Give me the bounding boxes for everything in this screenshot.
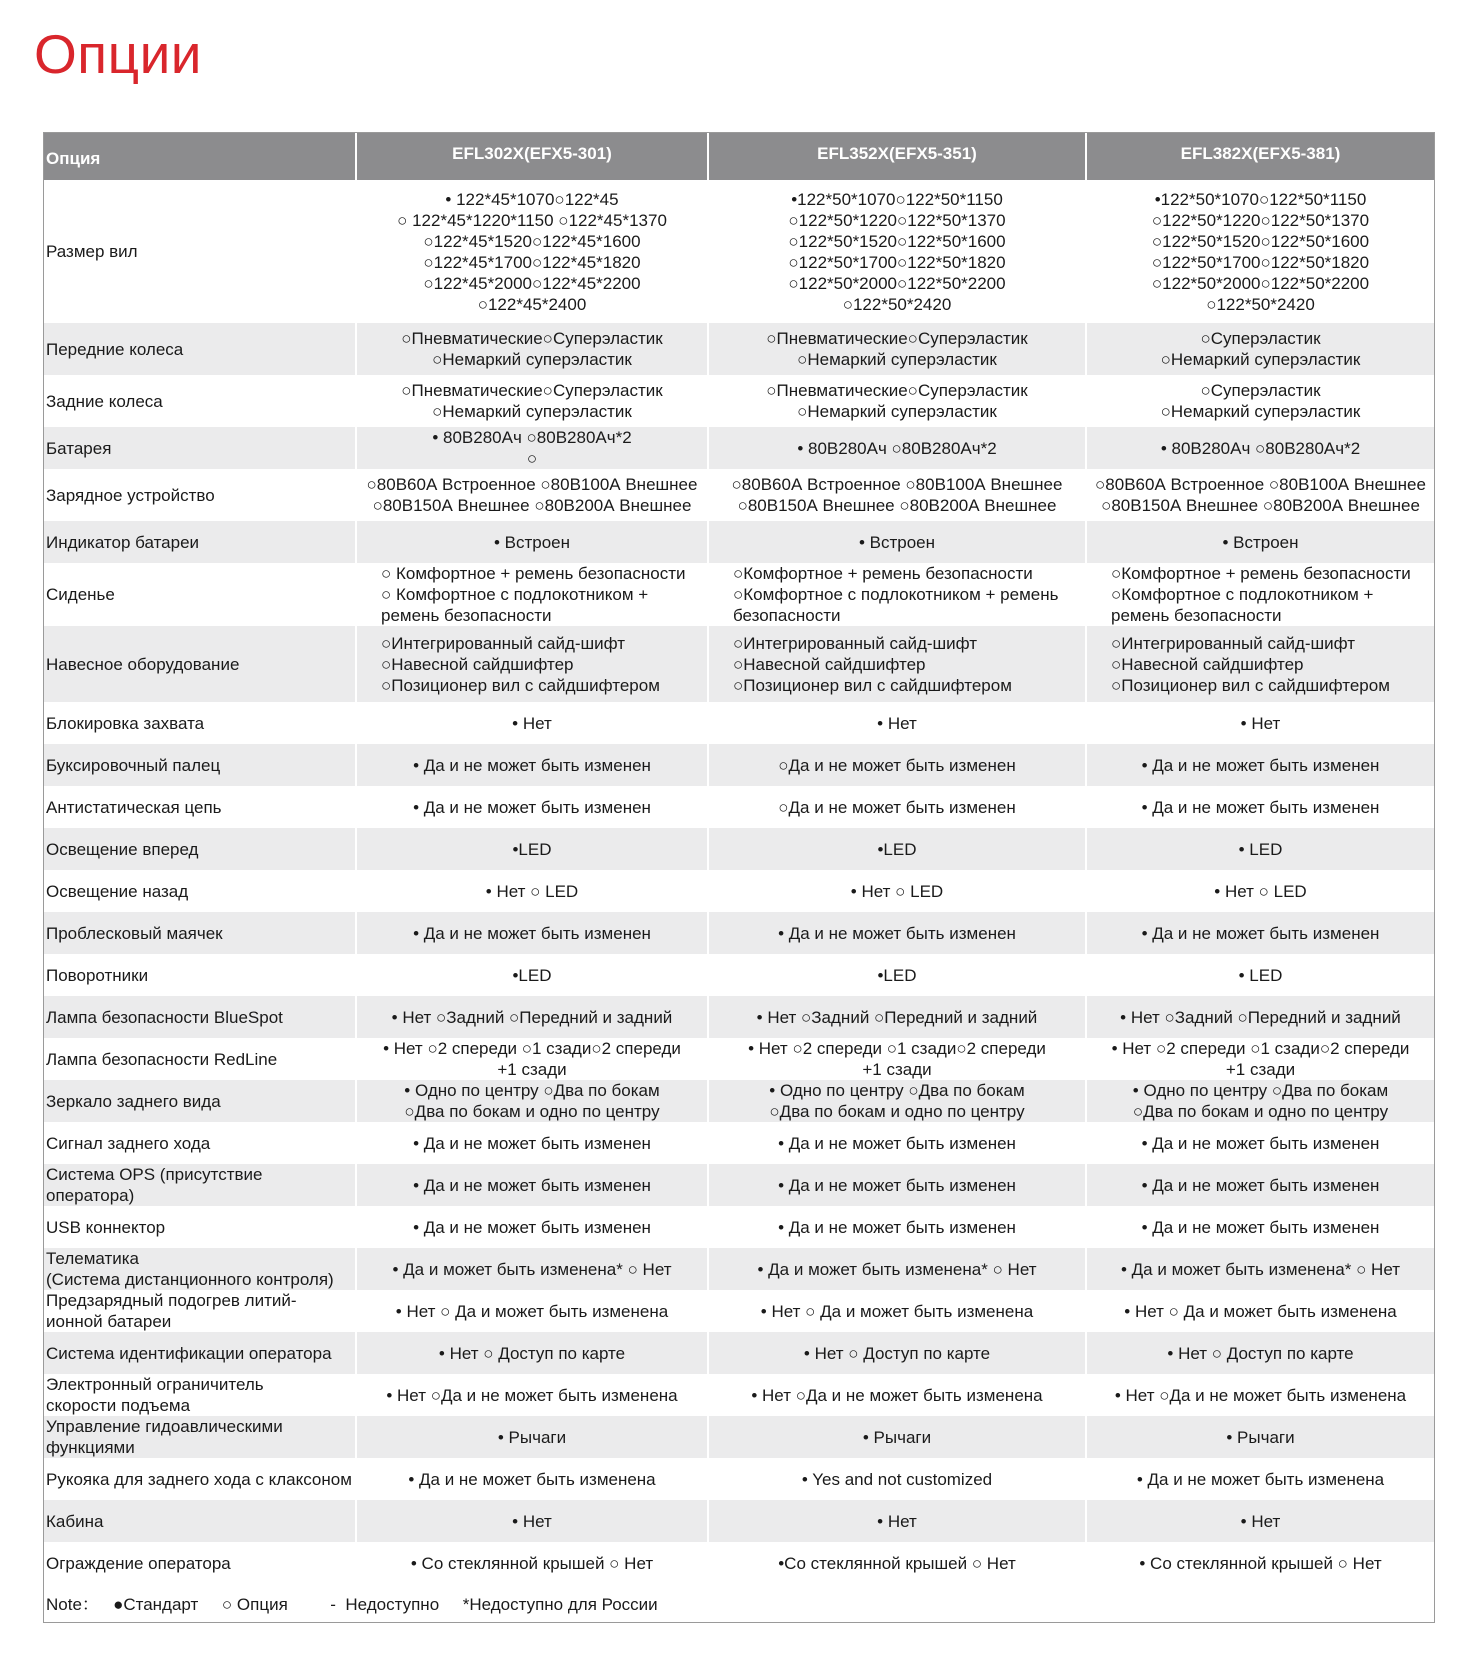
option-value-col3: • Нет [1086,702,1435,744]
option-value-col2: • Нет ○ Да и может быть изменена [708,1290,1086,1332]
option-label: Рукояка для заднего хода с клаксоном [43,1458,356,1500]
option-label: Передние колеса [43,323,356,375]
option-label: Навесное оборудование [43,626,356,702]
option-value-col1: • Да и не может быть изменен [356,1164,708,1206]
option-value-col3: • Да и не может быть изменен [1086,786,1435,828]
option-label: Система идентификации оператора [43,1332,356,1374]
option-value-col1: •LED [356,828,708,870]
option-value-col1: • Нет ○Да и не может быть изменена [356,1374,708,1416]
option-value-col2: ○Пневматические○Суперэластик ○Немаркий суперэластик [708,375,1086,427]
table-row [43,870,1435,912]
option-value-col3: • LED [1086,954,1435,996]
option-value-col3: ○Суперэластик ○Немаркий суперэластик [1086,375,1435,427]
option-value-col1: • Нет ○2 спереди ○1 сзади○2 спереди +1 сзади [356,1038,708,1080]
legend-row [43,1584,1435,1624]
option-label: Поворотники [43,954,356,996]
legend-note: Note： ●Стандарт ○ Опция - Недоступно *Недоступно для России [43,1584,1435,1624]
option-value-col3: • Со стеклянной крышей ○ Нет [1086,1542,1435,1584]
option-value-col2: •Со стеклянной крышей ○ Нет [708,1542,1086,1584]
option-value-col2: ○Комфортное + ремень безопасности ○Комфортное с подлокотником + ремень безопасности [708,563,1086,626]
option-value-col2: • Нет ○ Доступ по карте [708,1332,1086,1374]
option-value-col2: ○Да и не может быть изменен [708,744,1086,786]
option-value-col1: • Да и не может быть изменен [356,912,708,954]
option-value-col2: •122*50*1070○122*50*1150 ○122*50*1220○122*50*1370 ○122*50*1520○122*50*1600 ○122*50*1700○122*50*1820 ○122*50*2000○122*50*2200 ○122*50*2420 [708,180,1086,323]
table-row [43,744,1435,786]
option-value-col3: • Нет ○ LED [1086,870,1435,912]
option-value-col1: • Нет ○ LED [356,870,708,912]
option-value-col2: •LED [708,828,1086,870]
table-row [43,1206,1435,1248]
option-value-col1: • Да и не может быть изменен [356,1122,708,1164]
option-value-col3: • Одно по центру ○Два по бокам ○Два по бокам и одно по центру [1086,1080,1435,1122]
option-value-col3: • Да и не может быть изменен [1086,1206,1435,1248]
option-value-col3: • Нет ○Задний ○Передний и задний [1086,996,1435,1038]
option-value-col3: • 80В280Ач ○80В280Ач*2 [1086,427,1435,469]
option-label: Телематика (Система дистанционного контроля) [43,1248,356,1290]
table-row [43,1122,1435,1164]
option-value-col3: • Рычаги [1086,1416,1435,1458]
option-value-col3: ○Комфортное + ремень безопасности ○Комфортное с подлокотником + ремень безопасности [1086,563,1435,626]
table-row [43,563,1435,626]
option-value-col3: • Да и не может быть изменен [1086,1164,1435,1206]
header-option: Опция [43,132,356,180]
option-value-col3: •122*50*1070○122*50*1150 ○122*50*1220○122*50*1370 ○122*50*1520○122*50*1600 ○122*50*1700○122*50*1820 ○122*50*2000○122*50*2200 ○122*50*2420 [1086,180,1435,323]
option-value-col3: ○80В60А Встроенное ○80В100А Внешнее ○80В150А Внешнее ○80В200А Внешнее [1086,469,1435,521]
option-value-col2: • Да и не может быть изменен [708,1164,1086,1206]
table-row [43,180,1435,323]
option-label: Ограждение оператора [43,1542,356,1584]
option-value-col1: • 122*45*1070○122*45 ○ 122*45*1220*1150 ○122*45*1370 ○122*45*1520○122*45*1600 ○122*45*1700○122*45*1820 ○122*45*2000○122*45*2200 ○122*45*2400 [356,180,708,323]
option-label: Индикатор батареи [43,521,356,563]
option-value-col2: • Нет ○ LED [708,870,1086,912]
option-label: Блокировка захвата [43,702,356,744]
option-value-col2: • Нет ○Задний ○Передний и задний [708,996,1086,1038]
option-label: Размер вил [43,180,356,323]
option-label: Освещение вперед [43,828,356,870]
option-value-col1: • Да и не может быть изменен [356,786,708,828]
option-label: Батарея [43,427,356,469]
option-value-col2: ○Пневматические○Суперэластик ○Немаркий суперэластик [708,323,1086,375]
option-label: Электронный ограничитель скорости подъема [43,1374,356,1416]
table-row [43,996,1435,1038]
option-label: Лампа безопасности RedLine [43,1038,356,1080]
option-value-col2: • Нет ○Да и не может быть изменена [708,1374,1086,1416]
table-row [43,702,1435,744]
option-value-col1: • Да и не может быть изменен [356,1206,708,1248]
option-value-col3: ○Интегрированный сайд-шифт ○Навесной сайдшифтер ○Позиционер вил с сайдшифтером [1086,626,1435,702]
table-row [43,1080,1435,1122]
option-value-col1: • Нет [356,1500,708,1542]
option-value-col1: • Нет ○Задний ○Передний и задний [356,996,708,1038]
option-value-col3: • Да и не может быть изменен [1086,1122,1435,1164]
page-title: Опции [34,23,203,85]
table-row [43,954,1435,996]
table-row [43,469,1435,521]
table-row [43,427,1435,469]
option-label: Лампа безопасности BlueSpot [43,996,356,1038]
option-value-col2: • Одно по центру ○Два по бокам ○Два по бокам и одно по центру [708,1080,1086,1122]
option-value-col1: • Да и может быть изменена* ○ Нет [356,1248,708,1290]
table-row [43,521,1435,563]
option-label: Кабина [43,1500,356,1542]
option-value-col3: • Нет ○2 спереди ○1 сзади○2 спереди +1 сзади [1086,1038,1435,1080]
table-row [43,323,1435,375]
option-value-col1: • Встроен [356,521,708,563]
option-value-col1: ○Интегрированный сайд-шифт ○Навесной сайдшифтер ○Позиционер вил с сайдшифтером [356,626,708,702]
option-value-col2: • Да и не может быть изменен [708,912,1086,954]
header-model-efl382x: EFL382X(EFX5-381) [1086,132,1435,180]
option-value-col1: • Нет ○ Доступ по карте [356,1332,708,1374]
table-row [43,1164,1435,1206]
table-row [43,1500,1435,1542]
option-value-col1: ○Пневматические○Суперэластик ○Немаркий суперэластик [356,323,708,375]
table-row [43,626,1435,702]
option-value-col1: •LED [356,954,708,996]
table-row [43,1374,1435,1416]
option-value-col1: • Да и не может быть изменена [356,1458,708,1500]
option-label: Сиденье [43,563,356,626]
option-value-col1: • Нет ○ Да и может быть изменена [356,1290,708,1332]
option-label: Зарядное устройство [43,469,356,521]
option-value-col2: • Да и не может быть изменен [708,1122,1086,1164]
table-row [43,912,1435,954]
option-value-col3: • Нет ○Да и не может быть изменена [1086,1374,1435,1416]
option-value-col3: • Да и не может быть изменен [1086,744,1435,786]
option-label: Антистатическая цепь [43,786,356,828]
option-value-col1: ○ Комфортное + ремень безопасности ○ Комфортное с подлокотником + ремень безопасности [356,563,708,626]
option-value-col3: • Да и не может быть изменен [1086,912,1435,954]
table-row [43,786,1435,828]
option-value-col2: • Нет [708,1500,1086,1542]
option-value-col1: ○80В60А Встроенное ○80В100А Внешнее ○80В150А Внешнее ○80В200А Внешнее [356,469,708,521]
option-value-col3: • Встроен [1086,521,1435,563]
option-value-col1: • Да и не может быть изменен [356,744,708,786]
option-label: Буксировочный палец [43,744,356,786]
option-value-col2: •LED [708,954,1086,996]
table-row [43,1038,1435,1080]
option-value-col1: • Одно по центру ○Два по бокам ○Два по бокам и одно по центру [356,1080,708,1122]
option-label: Зеркало заднего вида [43,1080,356,1122]
option-value-col1: • 80В280Ач ○80В280Ач*2 ○ [356,427,708,469]
option-value-col3: • Да и может быть изменена* ○ Нет [1086,1248,1435,1290]
option-value-col2: • Рычаги [708,1416,1086,1458]
option-value-col2: • 80В280Ач ○80В280Ач*2 [708,427,1086,469]
table-row [43,828,1435,870]
option-label: USB коннектор [43,1206,356,1248]
option-label: Сигнал заднего хода [43,1122,356,1164]
option-label: Система OPS (присутствие оператора) [43,1164,356,1206]
table-row [43,1458,1435,1500]
table-row [43,1542,1435,1584]
option-value-col3: • LED [1086,828,1435,870]
header-model-efl352x: EFL352X(EFX5-351) [708,132,1086,180]
option-label: Освещение назад [43,870,356,912]
option-value-col2: • Нет ○2 спереди ○1 сзади○2 спереди +1 сзади [708,1038,1086,1080]
option-value-col3: • Нет ○ Да и может быть изменена [1086,1290,1435,1332]
option-value-col1: • Со стеклянной крышей ○ Нет [356,1542,708,1584]
option-label: Управление гидоавлическими функциями [43,1416,356,1458]
option-value-col3: • Да и не может быть изменена [1086,1458,1435,1500]
option-label: Предзарядный подогрев литий- ионной батареи [43,1290,356,1332]
table-row [43,375,1435,427]
option-value-col2: • Да и может быть изменена* ○ Нет [708,1248,1086,1290]
option-value-col2: • Нет [708,702,1086,744]
option-label: Задние колеса [43,375,356,427]
table-row [43,1248,1435,1290]
option-value-col2: • Yes and not customized [708,1458,1086,1500]
table-row [43,1290,1435,1332]
header-model-efl302x: EFL302X(EFX5-301) [356,132,708,180]
option-label: Проблесковый маячек [43,912,356,954]
option-value-col3: • Нет [1086,1500,1435,1542]
table-row [43,1332,1435,1374]
table-row [43,1416,1435,1458]
option-value-col2: • Да и не может быть изменен [708,1206,1086,1248]
option-value-col1: • Рычаги [356,1416,708,1458]
option-value-col3: ○Суперэластик ○Немаркий суперэластик [1086,323,1435,375]
option-value-col2: ○Да и не может быть изменен [708,786,1086,828]
options-table [43,132,1436,1624]
option-value-col2: • Встроен [708,521,1086,563]
option-value-col3: • Нет ○ Доступ по карте [1086,1332,1435,1374]
option-value-col1: ○Пневматические○Суперэластик ○Немаркий суперэластик [356,375,708,427]
option-value-col2: ○Интегрированный сайд-шифт ○Навесной сайдшифтер ○Позиционер вил с сайдшифтером [708,626,1086,702]
option-value-col1: • Нет [356,702,708,744]
option-value-col2: ○80В60А Встроенное ○80В100А Внешнее ○80В150А Внешнее ○80В200А Внешнее [708,469,1086,521]
table-header-row [43,132,1435,180]
